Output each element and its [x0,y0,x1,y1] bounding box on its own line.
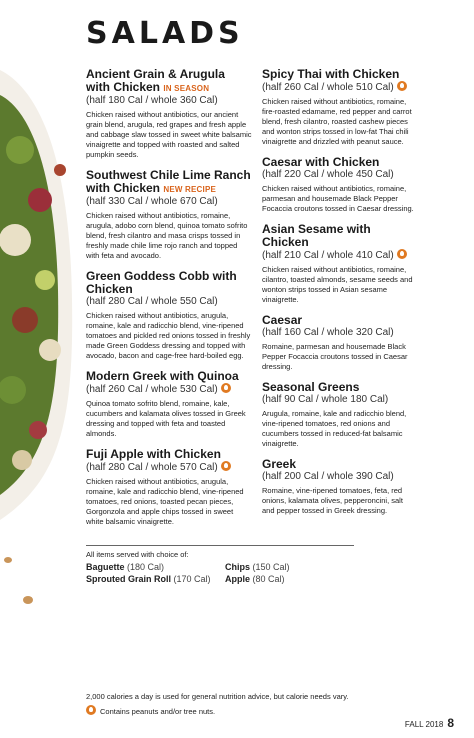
season-label: FALL 2018 [404,720,444,729]
side-name: Baguette [86,562,125,572]
item-description: Quinoa tomato sofrito blend, romaine, kale, cucumbers and kalamata olives tossed in Greek dressing and topped with feta and toasted almonds. [86,399,246,438]
item-name: Southwest Chile Lime Ranch with Chicken [86,168,251,195]
item-description: Chicken raised without antibiotics, arugula, romaine, kale and radicchio blend, vine-ripened tomatoes, red onions, toasted pecan pieces, Gorgonzola and apple chips tossed in sweet white balsamic vinaigrette. [86,477,244,526]
menu-item [262,223,416,305]
side-option [225,574,285,584]
item-description: Romaine, parmesan and housemade Black Pepper Focaccia croutons tossed in Caesar dressing. [262,342,408,371]
side-option [86,562,164,572]
menu-item [262,381,416,449]
item-calories: (half 180 Cal / whole 360 Cal) [86,95,218,106]
peanut-tree-nut-icon [221,383,231,393]
item-name: Caesar with Chicken [262,155,380,169]
item-description: Arugula, romaine, kale and radicchio blend, vine-ripened tomatoes, red onions and cucumbers tossed in reduced-fat balsamic vinaigrette. [262,409,407,448]
item-calories: (half 200 Cal / whole 390 Cal) [262,471,394,482]
menu-item [86,270,252,361]
menu-item [262,68,416,147]
item-calories: (half 220 Cal / whole 450 Cal) [262,169,394,180]
item-calories: (half 260 Cal / whole 530 Cal) [86,384,218,395]
peanut-tree-nut-icon [397,81,407,91]
item-description: Chicken raised without antibiotics, romaine, cilantro, toasted almonds, sesame seeds and wonton strips tossed in Asian sesame vinaigrette. [262,265,413,304]
menu-item [86,169,252,261]
menu-column-left [86,68,252,536]
legend-text: Contains peanuts and/or tree nuts. [100,707,216,716]
item-calories: (half 260 Cal / whole 510 Cal) [262,82,394,93]
side-option [225,562,290,572]
item-description: Chicken raised without antibiotics, our ancient grain blend, arugula, red grapes and fresh apple and cabbage slaw tossed in sweet white balsamic vinaigrette and topped with roasted and salted pumpkin seeds. [86,110,252,159]
item-description: Chicken raised without antibiotics, arugula, romaine, kale and radicchio blend, vine-ripened tomatoes and pickled red onions tossed in freshly made Green Goddess dressing and topped with avocado, bacon and cage-free hard-boiled egg. [86,311,251,360]
nut-legend [86,705,215,716]
item-description: Chicken raised without antibiotics, romaine, arugula, adobo corn blend, quinoa tomato sofrito blend, fresh cilantro and masa crisps tossed in freshly made chile lime rojo ranch and topped with feta and avocado. [86,211,248,260]
section-divider [86,545,354,546]
menu-item [86,68,252,160]
item-name: Modern Greek with Quinoa [86,369,239,383]
page-title: SALADS [86,16,244,51]
side-calories: (80 Cal) [252,574,285,584]
item-name: Fuji Apple with Chicken [86,447,221,461]
side-calories: (180 Cal) [127,562,165,572]
item-calories: (half 280 Cal / whole 550 Cal) [86,296,218,307]
item-calories: (half 210 Cal / whole 410 Cal) [262,250,394,261]
side-calories: (150 Cal) [252,562,290,572]
side-name: Apple [225,574,251,584]
item-name: Caesar [262,313,303,327]
menu-item [262,458,416,516]
item-description: Chicken raised without antibiotics, romaine, parmesan and housemade Black Pepper Focaccia croutons tossed in Caesar dressing. [262,184,414,213]
item-calories: (half 160 Cal / whole 320 Cal) [262,327,394,338]
item-name: Greek [262,457,297,471]
calorie-note: 2,000 calories a day is used for general nutrition advice, but calorie needs vary. [86,692,349,701]
item-name: Green Goddess Cobb with Chicken [86,269,237,296]
peanut-tree-nut-icon [221,461,231,471]
side-name: Sprouted Grain Roll [86,574,172,584]
item-calories: (half 90 Cal / whole 180 Cal) [262,394,389,405]
item-calories: (half 280 Cal / whole 570 Cal) [86,462,218,473]
served-with-intro: All items served with choice of: [86,550,189,559]
menu-item [262,314,416,372]
menu-item [86,448,252,527]
side-option [86,574,211,584]
menu-item [86,370,252,439]
item-description: Chicken raised without antibiotics, romaine, fire-roasted edamame, red pepper and carrot blend, fresh cilantro, roasted cashew pieces and wonton strips tossed in low-fat Thai chili vinaigrette and drizzled with peanut sauce. [262,97,412,146]
peanut-tree-nut-icon [397,249,407,259]
item-name: Ancient Grain & Arugula with Chicken [86,67,225,94]
salad-photo [0,0,74,738]
menu-column-right [262,68,416,525]
page-number: 8 [447,716,454,730]
page-footer [405,716,454,730]
item-description: Romaine, vine-ripened tomatoes, feta, red onions, kalamata olives, pepperoncini, salt and pepper tossed in Greek dressing. [262,486,403,515]
peanut-tree-nut-icon [86,705,96,715]
new-recipe-tag: NEW RECIPE [163,185,217,194]
item-name: Asian Sesame with Chicken [262,222,371,249]
item-name: Spicy Thai with Chicken [262,67,400,81]
side-calories: (170 Cal) [173,574,211,584]
in-season-tag: IN SEASON [163,84,210,93]
item-name: Seasonal Greens [262,380,360,394]
item-calories: (half 330 Cal / whole 670 Cal) [86,196,218,207]
side-name: Chips [225,562,251,572]
menu-item [262,156,416,214]
